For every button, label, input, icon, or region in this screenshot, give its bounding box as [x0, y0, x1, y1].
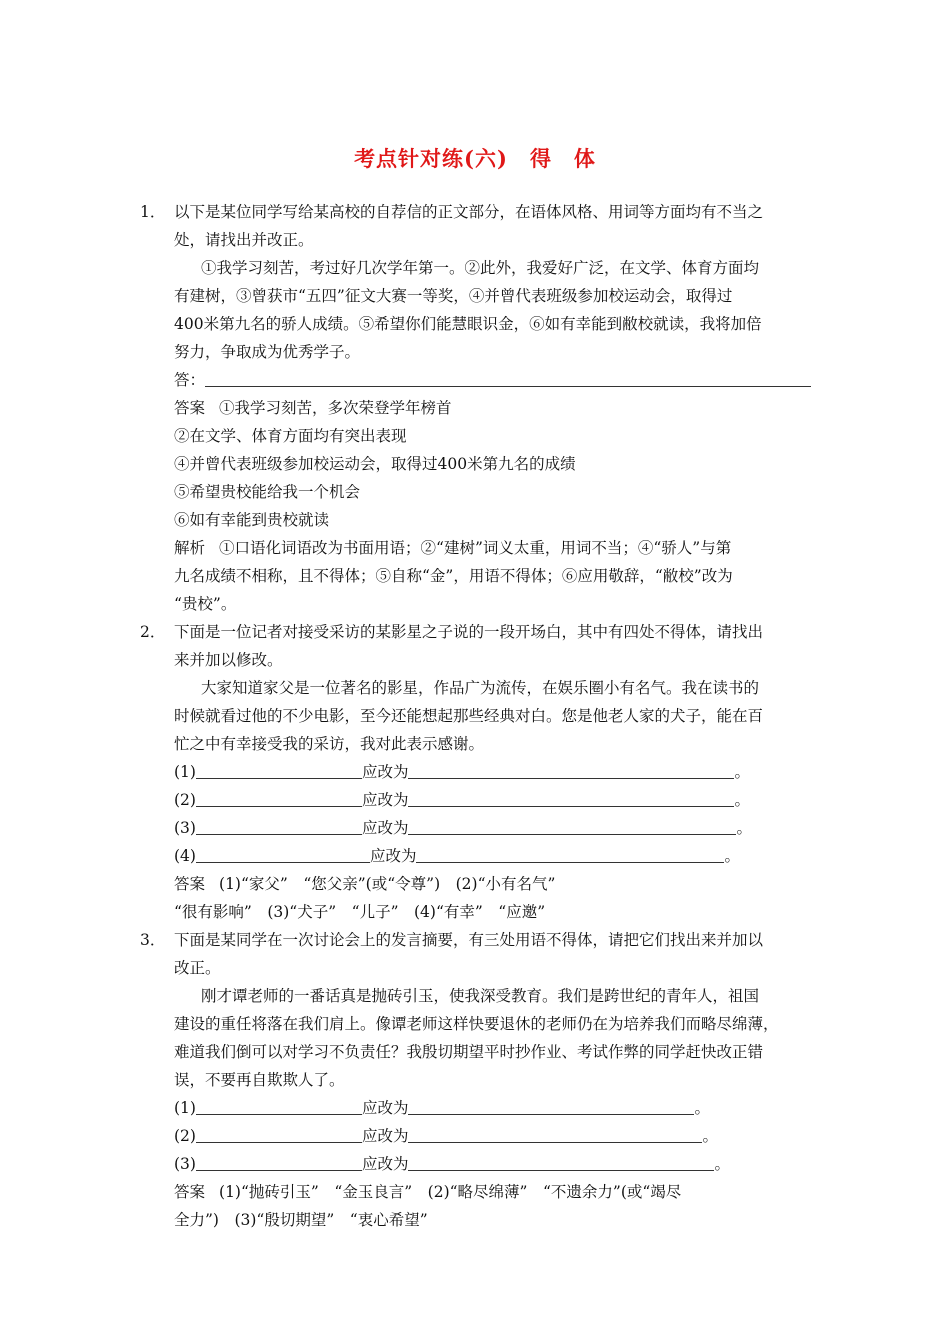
q3-fill-row [174, 1122, 814, 1150]
fill-blank[interactable] [408, 1124, 702, 1143]
q3-passage-line: 误，不要再自欺欺人了。 [174, 1071, 345, 1089]
q2-passage-line: 大家知道家父是一位著名的影星，作品广为流传，在娱乐圈小有名气。我在读书的 [201, 679, 760, 697]
fill-index: (4) [174, 847, 196, 865]
q3-passage-line: 难道我们倒可以对学习不负责任？我殷切期望平时抄作业、考试作弊的同学赶快改正错 [174, 1043, 764, 1061]
q3-stem-line: 下面是某同学在一次讨论会上的发言摘要，有三处用语不得体，请把它们找出来并加以 [174, 931, 764, 949]
q1-stem-line: 以下是某位同学写给某高校的自荐信的正文部分，在语体风格、用词等方面均有不当之 [174, 203, 764, 221]
period: 。 [734, 763, 750, 781]
q2-passage-line: 忙之中有幸接受我的采访，我对此表示感谢。 [174, 735, 485, 753]
q1-answer-line [174, 394, 814, 422]
fill-index: (2) [174, 1127, 196, 1145]
q2-passage-line: 时候就看过他的不少电影，至今还能想起那些经典对白。您是他老人家的犬子，能在百 [174, 707, 764, 725]
fill-blank[interactable] [196, 760, 362, 779]
q1-passage-line: 有建树，③曾获市“五四”征文大赛一等奖，④并曾代表班级参加校运动会，取得过 [174, 287, 733, 305]
q1-answer-line: ⑥如有幸能到贵校就读 [174, 511, 330, 529]
fill-blank[interactable] [196, 816, 362, 835]
q3-answer-line: 全力”) (3)“殷切期望” “衷心希望” [174, 1211, 428, 1229]
q1-answer-text: ①我学习刻苦，多次荣登学年榜首 [219, 399, 452, 417]
period: 。 [702, 1127, 718, 1145]
fill-blank[interactable] [196, 1152, 362, 1171]
q3-answer-text: (1)“抛砖引玉” “金玉良言” (2)“略尽绵薄” “不遗余力”(或“竭尽 [219, 1183, 682, 1201]
answer-prompt-label: 答： [174, 371, 206, 389]
fill-index: (3) [174, 1155, 196, 1173]
q3-stem-line: 改正。 [174, 959, 221, 977]
q2-answer-line: “很有影响” (3)“犬子” “儿子” (4)“有幸” “应邀” [174, 903, 546, 921]
question-2-number: 2． [140, 623, 166, 641]
change-to-label: 应改为 [361, 791, 409, 809]
q1-answer-blank[interactable] [205, 368, 811, 387]
fill-index: (1) [174, 1099, 196, 1117]
q3-passage-line: 刚才谭老师的一番话真是抛砖引玉，使我深受教育。我们是跨世纪的青年人，祖国 [201, 987, 760, 1005]
q1-analysis-text: ①口语化词语改为书面用语；②“建树”词义太重，用词不当；④“骄人”与第 [219, 539, 732, 557]
q1-analysis-line: 九名成绩不相称，且不得体；⑤自称“金”，用语不得体；⑥应用敬辞，“敝校”改为 [174, 567, 733, 585]
analysis-label: 解析 [174, 539, 206, 557]
q1-analysis-line [174, 534, 814, 562]
fill-blank[interactable] [196, 1124, 362, 1143]
period: 。 [714, 1155, 730, 1173]
answer-label: 答案 [174, 875, 206, 893]
fill-index: (3) [174, 819, 196, 837]
q1-passage-line: 努力，争取成为优秀学子。 [174, 343, 361, 361]
period: 。 [736, 819, 752, 837]
fill-index: (2) [174, 791, 196, 809]
q1-stem-line: 处，请找出并改正。 [174, 231, 314, 249]
fill-blank[interactable] [416, 844, 724, 863]
fill-blank[interactable] [196, 844, 370, 863]
q1-passage-line: 400米第九名的骄人成绩。⑤希望你们能慧眼识金，⑥如有幸能到敝校就读，我将加倍 [174, 315, 762, 333]
fill-index: (1) [174, 763, 196, 781]
q2-fill-row [174, 842, 814, 870]
change-to-label: 应改为 [361, 1155, 409, 1173]
change-to-label: 应改为 [369, 847, 417, 865]
q3-fill-row [174, 1150, 814, 1178]
answer-label: 答案 [174, 399, 206, 417]
page-title [0, 143, 950, 173]
period: 。 [734, 791, 750, 809]
q1-answer-line: ⑤希望贵校能给我一个机会 [174, 483, 361, 501]
q1-answer-line: ④并曾代表班级参加校运动会，取得过400米第九名的成绩 [174, 455, 576, 473]
q2-answer-line [174, 870, 814, 898]
question-1-number: 1． [140, 203, 166, 221]
fill-blank[interactable] [408, 760, 734, 779]
fill-blank[interactable] [408, 816, 736, 835]
change-to-label: 应改为 [361, 1099, 409, 1117]
q2-fill-row [174, 786, 814, 814]
q1-analysis-line: “贵校”。 [174, 595, 237, 613]
answer-label: 答案 [174, 1183, 206, 1201]
q2-stem-line: 来并加以修改。 [174, 651, 283, 669]
period: 。 [724, 847, 740, 865]
q3-passage-line: 建设的重任将落在我们肩上。像谭老师这样快要退休的老师仍在为培养我们而略尽绵薄， [174, 1015, 779, 1033]
fill-blank[interactable] [408, 1152, 714, 1171]
q1-passage-line: ①我学习刻苦，考过好几次学年第一。②此外，我爱好广泛，在文学、体育方面均 [201, 259, 760, 277]
fill-blank[interactable] [408, 1096, 694, 1115]
q2-fill-row [174, 758, 814, 786]
title-main: 考点针对练(六) [354, 146, 508, 171]
q2-stem-line: 下面是一位记者对接受采访的某影星之子说的一段开场白，其中有四处不得体，请找出 [174, 623, 764, 641]
change-to-label: 应改为 [361, 763, 409, 781]
fill-blank[interactable] [196, 1096, 362, 1115]
fill-blank[interactable] [408, 788, 734, 807]
q2-fill-row [174, 814, 814, 842]
period: 。 [694, 1099, 710, 1117]
q1-answer-prompt [174, 366, 814, 394]
change-to-label: 应改为 [361, 819, 409, 837]
q2-answer-text: (1)“家父” “您父亲”(或“令尊”) (2)“小有名气” [219, 875, 556, 893]
q1-answer-line: ②在文学、体育方面均有突出表现 [174, 427, 407, 445]
q3-fill-row [174, 1094, 814, 1122]
question-3-number: 3． [140, 931, 166, 949]
fill-blank[interactable] [196, 788, 362, 807]
title-sub: 得 体 [529, 146, 596, 171]
q3-answer-line [174, 1178, 814, 1206]
change-to-label: 应改为 [361, 1127, 409, 1145]
